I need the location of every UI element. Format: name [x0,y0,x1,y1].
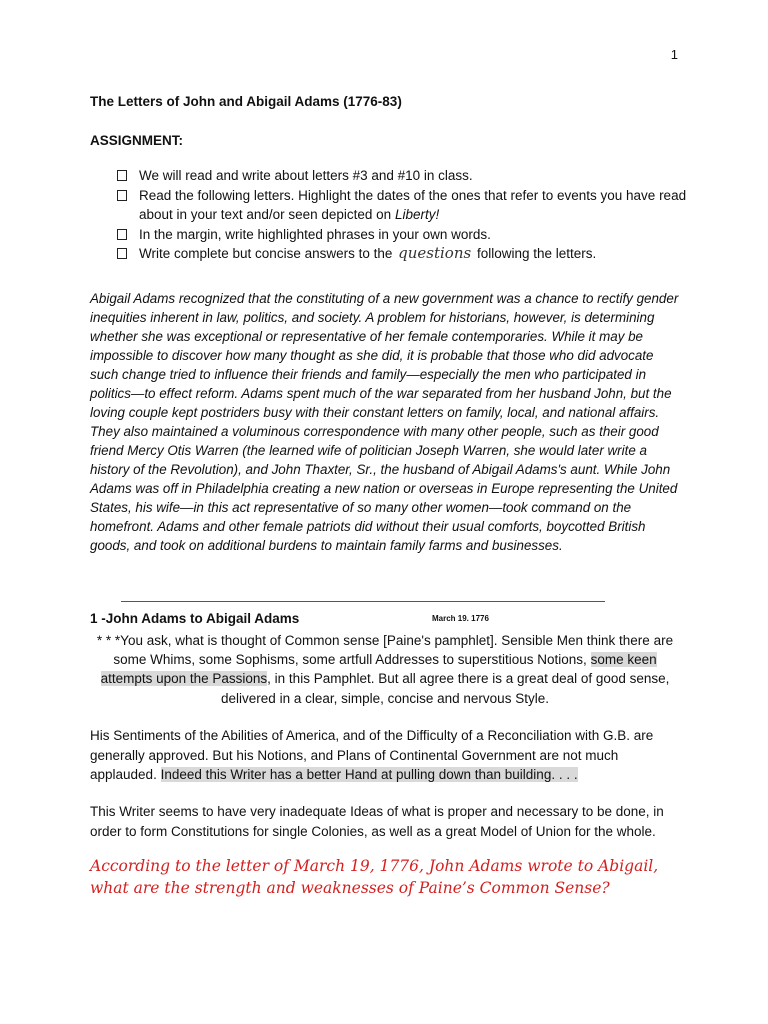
letter-title: 1 -John Adams to Abigail Adams [90,611,300,626]
assignment-item [117,166,687,186]
assignment-item [117,186,687,225]
assignment-item-text: We will read and write about letters #3 and #10 in class. [139,168,473,183]
checkbox-icon [117,170,127,181]
letter-paragraph: This Writer seems to have very inadequate Ideas of what is proper and necessary to be done, in order to form Constitutions for single Colonies, as well as a great Model of Union for the whole. [90,804,664,839]
letter-paragraph [90,726,682,785]
document-title: The Letters of John and Abigail Adams (1776-83) [90,94,402,109]
assignment-item-text: In the margin, write highlighted phrases in your own words. [139,226,491,242]
assignment-item-text: Write complete but concise answers to the [139,246,397,261]
quote-text: * * *You ask, what is thought of Common sense [Paine's pamphlet]. Sensible Men think there are some Whims, some Sophisms, some artfull Addresses to superstitious Notions, [96,633,674,668]
checkbox-icon [117,229,127,240]
questions-script-word: questions [398,244,472,262]
page-number: 1 [670,47,678,62]
assignment-list [117,166,687,264]
quote-text-end: , in this Pamphlet. But all agree there is a great deal of good sense, delivered in a clear, simple, concise and nervous Style. [221,671,670,706]
assignment-item-text: Read the following letters. Highlight the dates of the ones that refer to events you have read about in your text and/or seen depicted on [139,187,687,222]
assignment-item [117,244,687,264]
paragraph-text: His Sentiments of the Abilities of America, and of the Difficulty of a Reconciliation with G.B. are generally approved. But his Notions, and Plans of Continental Government are not much applauded. [90,728,654,782]
letter-quote [90,631,680,708]
highlighted-phrase: some keen attempts upon the Passions [100,652,657,687]
question-text: According to the letter of March 19, 1776, John Adams wrote to Abigail, what are the strength and weaknesses of Paine’s Common Sense? [90,857,659,897]
liberty-title: Liberty! [394,207,440,222]
letter-date: March 19. 1776 [432,614,489,623]
assignment-item [117,225,687,245]
highlighted-phrase: Indeed this Writer has a better Hand at pulling down than building. . . . [160,767,578,782]
section-divider [121,601,605,602]
intro-paragraph: Abigail Adams recognized that the constituting of a new government was a chance to rectify gender inequities inherent in law, politics, and society. A problem for historians, however, is determining whether she was exceptional or representative of her female contemporaries. While it may be impossible to discover how many thought as she did, it is probable that those who did advocate such change tried to influence their friends and family—especially the men who participated in politics—to effect reform. Adams spent much of the war separated from her husband John, but the loving couple kept postriders busy with their constant letters on family, local, and national affairs. They also maintained a voluminous correspondence with many other people, such as their good friend Mercy Otis Warren (the learned wife of politician Joseph Warren, she would later write a history of the Revolution), and John Thaxter, Sr., the husband of Abigail Adams's aunt. While John Adams was off in Philadelphia creating a new nation or overseas in Europe representing the United States, his wife—in this act representative of so many other women—took command on the homefront. Adams and other female patriots did without their usual comforts, boycotted British goods, and took on additional burdens to maintain family farms and businesses. [90,291,679,553]
assignment-item-text-end: following the letters. [473,246,597,261]
checkbox-icon [117,248,127,259]
assignment-label: ASSIGNMENT: [90,133,184,148]
checkbox-icon [117,190,127,201]
